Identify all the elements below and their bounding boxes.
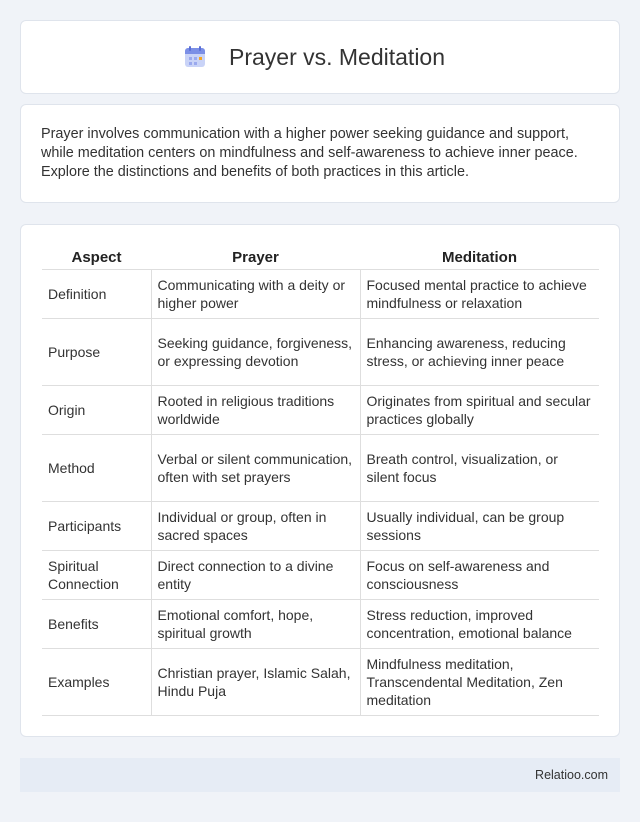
- table-row: [42, 434, 599, 501]
- prayer-cell: Direct connection to a divine entity: [151, 550, 360, 599]
- prayer-cell: Seeking guidance, forgiveness, or expressing devotion: [151, 318, 360, 385]
- table-header-row: [42, 246, 599, 269]
- meditation-cell: Mindfulness meditation, Transcendental Meditation, Zen meditation: [360, 648, 599, 715]
- table-row: [42, 599, 599, 648]
- table-row: [42, 550, 599, 599]
- prayer-cell: Christian prayer, Islamic Salah, Hindu Puja: [151, 648, 360, 715]
- table-row: [42, 501, 599, 550]
- prayer-cell: Rooted in religious traditions worldwide: [151, 385, 360, 434]
- aspect-cell: Definition: [42, 269, 151, 318]
- meditation-cell: Usually individual, can be group sessions: [360, 501, 599, 550]
- meditation-cell: Focus on self-awareness and consciousness: [360, 550, 599, 599]
- intro-text: Prayer involves communication with a higher power seeking guidance and support, while meditation centers on mindfulness and self-awareness to achieve inner peace. Explore the distinctions and benefits of both practices in this article.: [41, 126, 578, 180]
- table-row: [42, 318, 599, 385]
- footer-brand: Relatioo.com: [535, 768, 608, 782]
- calendar-icon: [183, 45, 207, 69]
- aspect-cell: Method: [42, 434, 151, 501]
- prayer-cell: Individual or group, often in sacred spaces: [151, 501, 360, 550]
- title-card: [20, 20, 620, 94]
- table-row: [42, 648, 599, 715]
- prayer-cell: Communicating with a deity or higher power: [151, 269, 360, 318]
- meditation-cell: Breath control, visualization, or silent focus: [360, 434, 599, 501]
- table-row: [42, 385, 599, 434]
- prayer-cell: Verbal or silent communication, often with set prayers: [151, 434, 360, 501]
- aspect-cell: Benefits: [42, 599, 151, 648]
- footer: [20, 758, 620, 792]
- meditation-cell: Enhancing awareness, reducing stress, or achieving inner peace: [360, 318, 599, 385]
- meditation-cell: Focused mental practice to achieve mindfulness or relaxation: [360, 269, 599, 318]
- comparison-card: [20, 224, 620, 737]
- aspect-cell: Origin: [42, 385, 151, 434]
- table-row: [42, 269, 599, 318]
- column-header: Meditation: [360, 246, 599, 269]
- intro-card: [20, 104, 620, 203]
- aspect-cell: Examples: [42, 648, 151, 715]
- column-header: Aspect: [42, 246, 151, 269]
- meditation-cell: Stress reduction, improved concentration, emotional balance: [360, 599, 599, 648]
- comparison-table: [42, 246, 599, 716]
- meditation-cell: Originates from spiritual and secular practices globally: [360, 385, 599, 434]
- aspect-cell: Participants: [42, 501, 151, 550]
- column-header: Prayer: [151, 246, 360, 269]
- aspect-cell: Spiritual Connection: [42, 550, 151, 599]
- aspect-cell: Purpose: [42, 318, 151, 385]
- prayer-cell: Emotional comfort, hope, spiritual growth: [151, 599, 360, 648]
- page-title: Prayer vs. Meditation: [228, 43, 446, 70]
